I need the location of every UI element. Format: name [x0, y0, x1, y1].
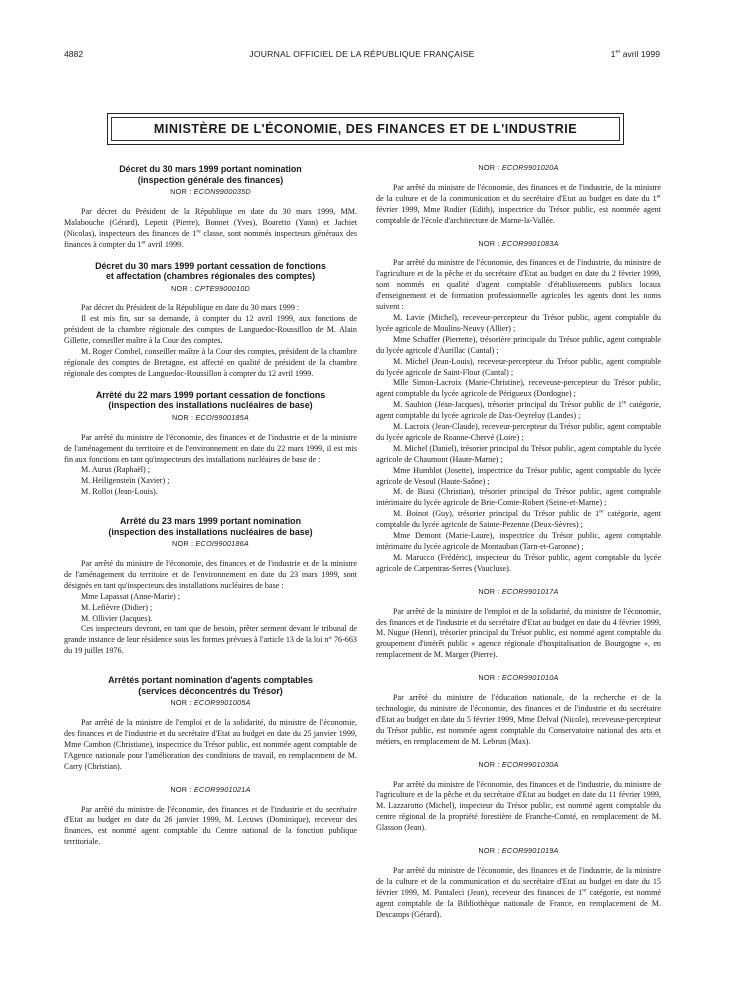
list-item: Mme Schaffer (Pierrette), trésorière principale du Trésor public, agent comptable du lycée agricole d'Aurillac (Cantal) ; [376, 334, 661, 355]
nor-reference: NOR : ECON9900035D [170, 187, 251, 196]
arrete-bnf [376, 846, 661, 920]
ministry-banner [107, 113, 624, 145]
paragraph: M. Roger Combel, conseiller maître à la Cour des comptes, président de la chambre régionale des comptes de Bretagne, est affecté en qualité de président de la chambre régionale des comptes de Languedoc-Roussillon à compter du 12 avril 1999. [64, 347, 357, 378]
nor-reference: NOR : ECOI9900186A [171, 539, 249, 549]
arrete-nomination-nucleaire [64, 516, 357, 657]
section-title: Arrêtés portant nomination d'agents comptables (services déconcentrés du Trésor) [108, 675, 313, 696]
arrete-ars-bourgogne [376, 587, 661, 661]
nor-reference: NOR : ECOR9901083A [478, 238, 559, 248]
arrete-lycees-agricoles [376, 239, 661, 575]
nor-reference: NOR : ECOR9901020A [478, 163, 559, 172]
section-title: Arrêté du 23 mars 1999 portant nomination (inspection des installations nucléaires de base) [108, 516, 313, 537]
nor-reference: NOR : ECOR9901005A [170, 698, 251, 708]
arretes-agents-comptables [64, 675, 357, 772]
paragraph: Par arrêté du ministre de l'éducation nationale, de la recherche et de la technologie, du ministre de l'économie, des finances et de l'industrie et du secrétaire d'Etat au budget en date du 5 février 1999, Mme Delval (Nicole), receveuse-percepteur du Trésor public, est nommée agent comptable du Conservatoire national des arts et métiers, en remplacement de M. Lebrun (Max). [376, 693, 661, 746]
paragraph: Par arrêté du ministre de l'économie, des finances et de l'industrie, de la ministre de la culture et de la communication et du secrétaire d'Etat au budget en date du 1er février 1999, Mme Rodier (Edith), inspectrice du Trésor public, est nommée agent comptable de l'école d'architecture de Marne-la-Vallée. [376, 182, 661, 225]
paragraph: Il est mis fin, sur sa demande, à compter du 12 avril 1999, aux fonctions de président de la chambre régionale des comptes de Languedoc-Roussillon de M. Alain Gillette, conseiller maître à la Cour des comptes. [64, 314, 357, 346]
list-item: Mme Demont (Marie-Laure), inspectrice du Trésor public, agent comptable intérimaire du lycée agricole de Montauban (Tarn-et-Garonne) ; [376, 531, 661, 551]
paragraph: Ces inspecteurs devront, en tant que de besoin, prêter serment devant le tribunal de grande instance de leur résidence sous les formes prévues à l'article 13 de la loi n° 76-663 du 19 juillet 1976. [64, 624, 357, 656]
list-item: M. Ollivier (Jacques). [81, 613, 153, 623]
journal-title: JOURNAL OFFICIEL DE LA RÉPUBLIQUE FRANÇAISE [249, 49, 475, 59]
nor-reference: NOR : CPTE9900010D [170, 283, 251, 293]
arrete-cnfpt [64, 785, 357, 849]
paragraph: Par arrêté de la ministre de l'emploi et de la solidarité, du ministre de l'économie, des finances et de l'industrie et du secrétaire d'Etat au budget en date du 25 janvier 1999, Mme Cambon (Christiane), inspectrice du Trésor public, est nommée agent comptable de l'Agence nationale pour l'amélioration des conditions de travail, en remplacement de M. Carry (Christian). [64, 718, 357, 771]
list-item: M. Saubion (Jean-Jacques), trésorier principal du Trésor public de 1re catégorie, agent comptable du lycée agricole de Dax-Oeyreluy (Landes) ; [376, 399, 661, 421]
paragraph: Par décret du Président de la République en date du 30 mars 1999, MM. Malabouche (Gérard), Lepetit (Pierre), Bonnet (Yves), Boaretto (Yann) et Jachiet (Nicolas), inspecteurs des finances de 1re classe, sont nommés inspecteurs généraux des finances à compter du 1er avril 1999. [64, 206, 357, 249]
list-item: Mme Lapassat (Anne-Marie) ; [81, 591, 181, 601]
decree-chambres-regionales [64, 261, 357, 380]
page-header [64, 49, 660, 63]
list-item: M. Aurus (Raphaël) ; [81, 465, 151, 475]
paragraph: Par arrêté du ministre de l'économie, des finances et de l'industrie, de la ministre de la culture et de la communication et du secrétaire d'Etat au budget en date du 15 février 1999, M. Pantaleci (Jean), receveur des finances de 1re catégorie, est nommé agent comptable de la Bibliothèque nationale de France, en remplacement de M. Descamps (Gérard). [376, 865, 661, 919]
nor-reference: NOR : ECOR9901019A [478, 846, 559, 856]
paragraph: Par décret du Président de la République en date du 30 mars 1999 : [81, 303, 300, 313]
list-item: M. Lacroix (Jean-Claude), receveur-percepteur du Trésor public, agent comptable du lycée agricole de Roanne-Chervé (Loire) ; [376, 422, 661, 442]
arrete-crpf-franche-comte [376, 760, 661, 834]
list-item: M. Rollot (Jean-Louis). [81, 487, 158, 497]
arrete-architecture [376, 163, 661, 227]
section-title: Décret du 30 mars 1999 portant cessation de fonctions et affectation (chambres régionales des comptes) [95, 260, 326, 282]
list-item: M. Marucco (Frédéric), inspecteur du Trésor public, agent comptable du lycée agricole de Carpentras-Serres (Vaucluse). [376, 552, 661, 573]
section-title: Décret du 30 mars 1999 portant nomination (inspection générale des finances) [119, 164, 302, 185]
list-item: M. Michel (Daniel), trésorier principal du Trésor public, agent comptable du lycée agricole de Chaumont (Haute-Marne) ; [376, 443, 661, 464]
paragraph: Par arrêté du ministre de l'économie, des finances et de l'industrie, du ministre de l'agriculture et de la pêche et du secrétaire d'Etat au budget en date du 11 février 1999, M. Lazzarotto (Michel), inspecteur du Trésor public, est nommé agent comptable du centre régional de la propriété forestière de Franche-Comté, en remplacement de M. Glasson (Jean). [376, 779, 661, 833]
list-item: Mlle Simon-Lacroix (Marie-Christine), receveuse-percepteur du Trésor public, agent comptable du lycée agricole de Périgueux (Dordogne) ; [376, 378, 661, 399]
list-item: M. Lavie (Michel), receveur-percepteur du Trésor public, agent comptable du lycée agricole de Moulins-Neuvy (Allier) ; [376, 312, 661, 333]
paragraph: Par arrêté du ministre de l'économie, des finances et de l'industrie et du secrétaire d'Etat au budget en date du 26 janvier 1999, M. Lecuws (Dominique), receveur des finances, est nommé agent comptable du Centre national de la fonction publique territoriale. [64, 804, 357, 847]
list-item: M. Michel (Jean-Louis), receveur-percepteur du Trésor public, agent comptable du lycée agricole de Saint-Flour (Cantal) ; [376, 356, 661, 377]
page-number: 4882 [64, 49, 84, 59]
section-title: Arrêté du 22 mars 1999 portant cessation de fonctions (inspection des installations nucléaires de base) [95, 389, 326, 411]
paragraph: Par arrêté du ministre de l'économie, des finances et de l'industrie et de la ministre de l'aménagement du territoire et de l'environnement en date du 22 mars 1999, il est mis fin aux fonctions en tant qu'inspecteurs des installations nucléaires de base de : [64, 432, 357, 464]
nor-reference: NOR : ECOI9900185A [171, 412, 249, 422]
ministry-title: MINISTÈRE DE L'ÉCONOMIE, DES FINANCES ET DE L'INDUSTRIE [111, 117, 620, 141]
nor-reference: NOR : ECOR9901017A [478, 586, 559, 596]
paragraph: Par arrêté du ministre de l'économie, des finances et de l'industrie et de la ministre de l'aménagement du territoire et de l'environnement en date du 23 mars 1999, sont désignés en tant qu'inspecteurs des installations nucléaires de base : [64, 559, 357, 590]
arrete-cessation-nucleaire [64, 390, 357, 498]
nor-reference: NOR : ECOR9901010A [478, 673, 559, 683]
list-item: Mme Humblot (Josette), inspectrice du Trésor public, agent comptable du lycée agricole de Vesoul (Haute-Saône) ; [376, 465, 661, 486]
list-item: M. Boinot (Guy), trésorier principal du Trésor public de 1re catégorie, agent comptable du lycée agricole de Sainte-Pezenne (Deux-Sèvres) ; [376, 508, 661, 530]
list-item: M. de Biasi (Christian), trésorier principal du Trésor public, agent comptable intérimaire du lycée agricole de Brie-Comte-Robert (Seine-et-Marne) ; [376, 487, 661, 508]
nor-reference: NOR : ECOR9901021A [170, 784, 251, 794]
list-item: M. Heiligensteïn (Xavier) ; [81, 476, 170, 486]
nor-reference: NOR : ECOR9901030A [478, 759, 559, 769]
arrete-cnam [376, 673, 661, 747]
paragraph: Par arrêté de la ministre de l'emploi et de la solidarité, du ministre de l'économie, des finances et de l'industrie et du secrétaire d'Etat au budget en date du 4 février 1999, M. Nugue (Henri), trésorier principal du Trésor public, est nommé agent comptable du groupement d'intérêt public « agence régionale d'hospitalisation de Bourgogne », en remplacement de M. Marger (Pierre). [376, 606, 661, 660]
list-item: M. Lefièvre (Didier) ; [81, 602, 153, 612]
right-column [376, 163, 661, 920]
decree-inspection-generale [64, 164, 357, 251]
left-column [64, 164, 357, 848]
issue-date: 1er avril 1999 [610, 49, 660, 59]
paragraph: Par arrêté du ministre de l'économie, des finances et de l'industrie, du ministre de l'agriculture et de la pêche et du secrétaire d'Etat au budget en date du 2 février 1999, sont nommés en qualité d'agent comptable d'établissements publics locaux d'enseignement et de formation professionnelle agricoles les agents dont les noms suivent : [376, 258, 661, 312]
